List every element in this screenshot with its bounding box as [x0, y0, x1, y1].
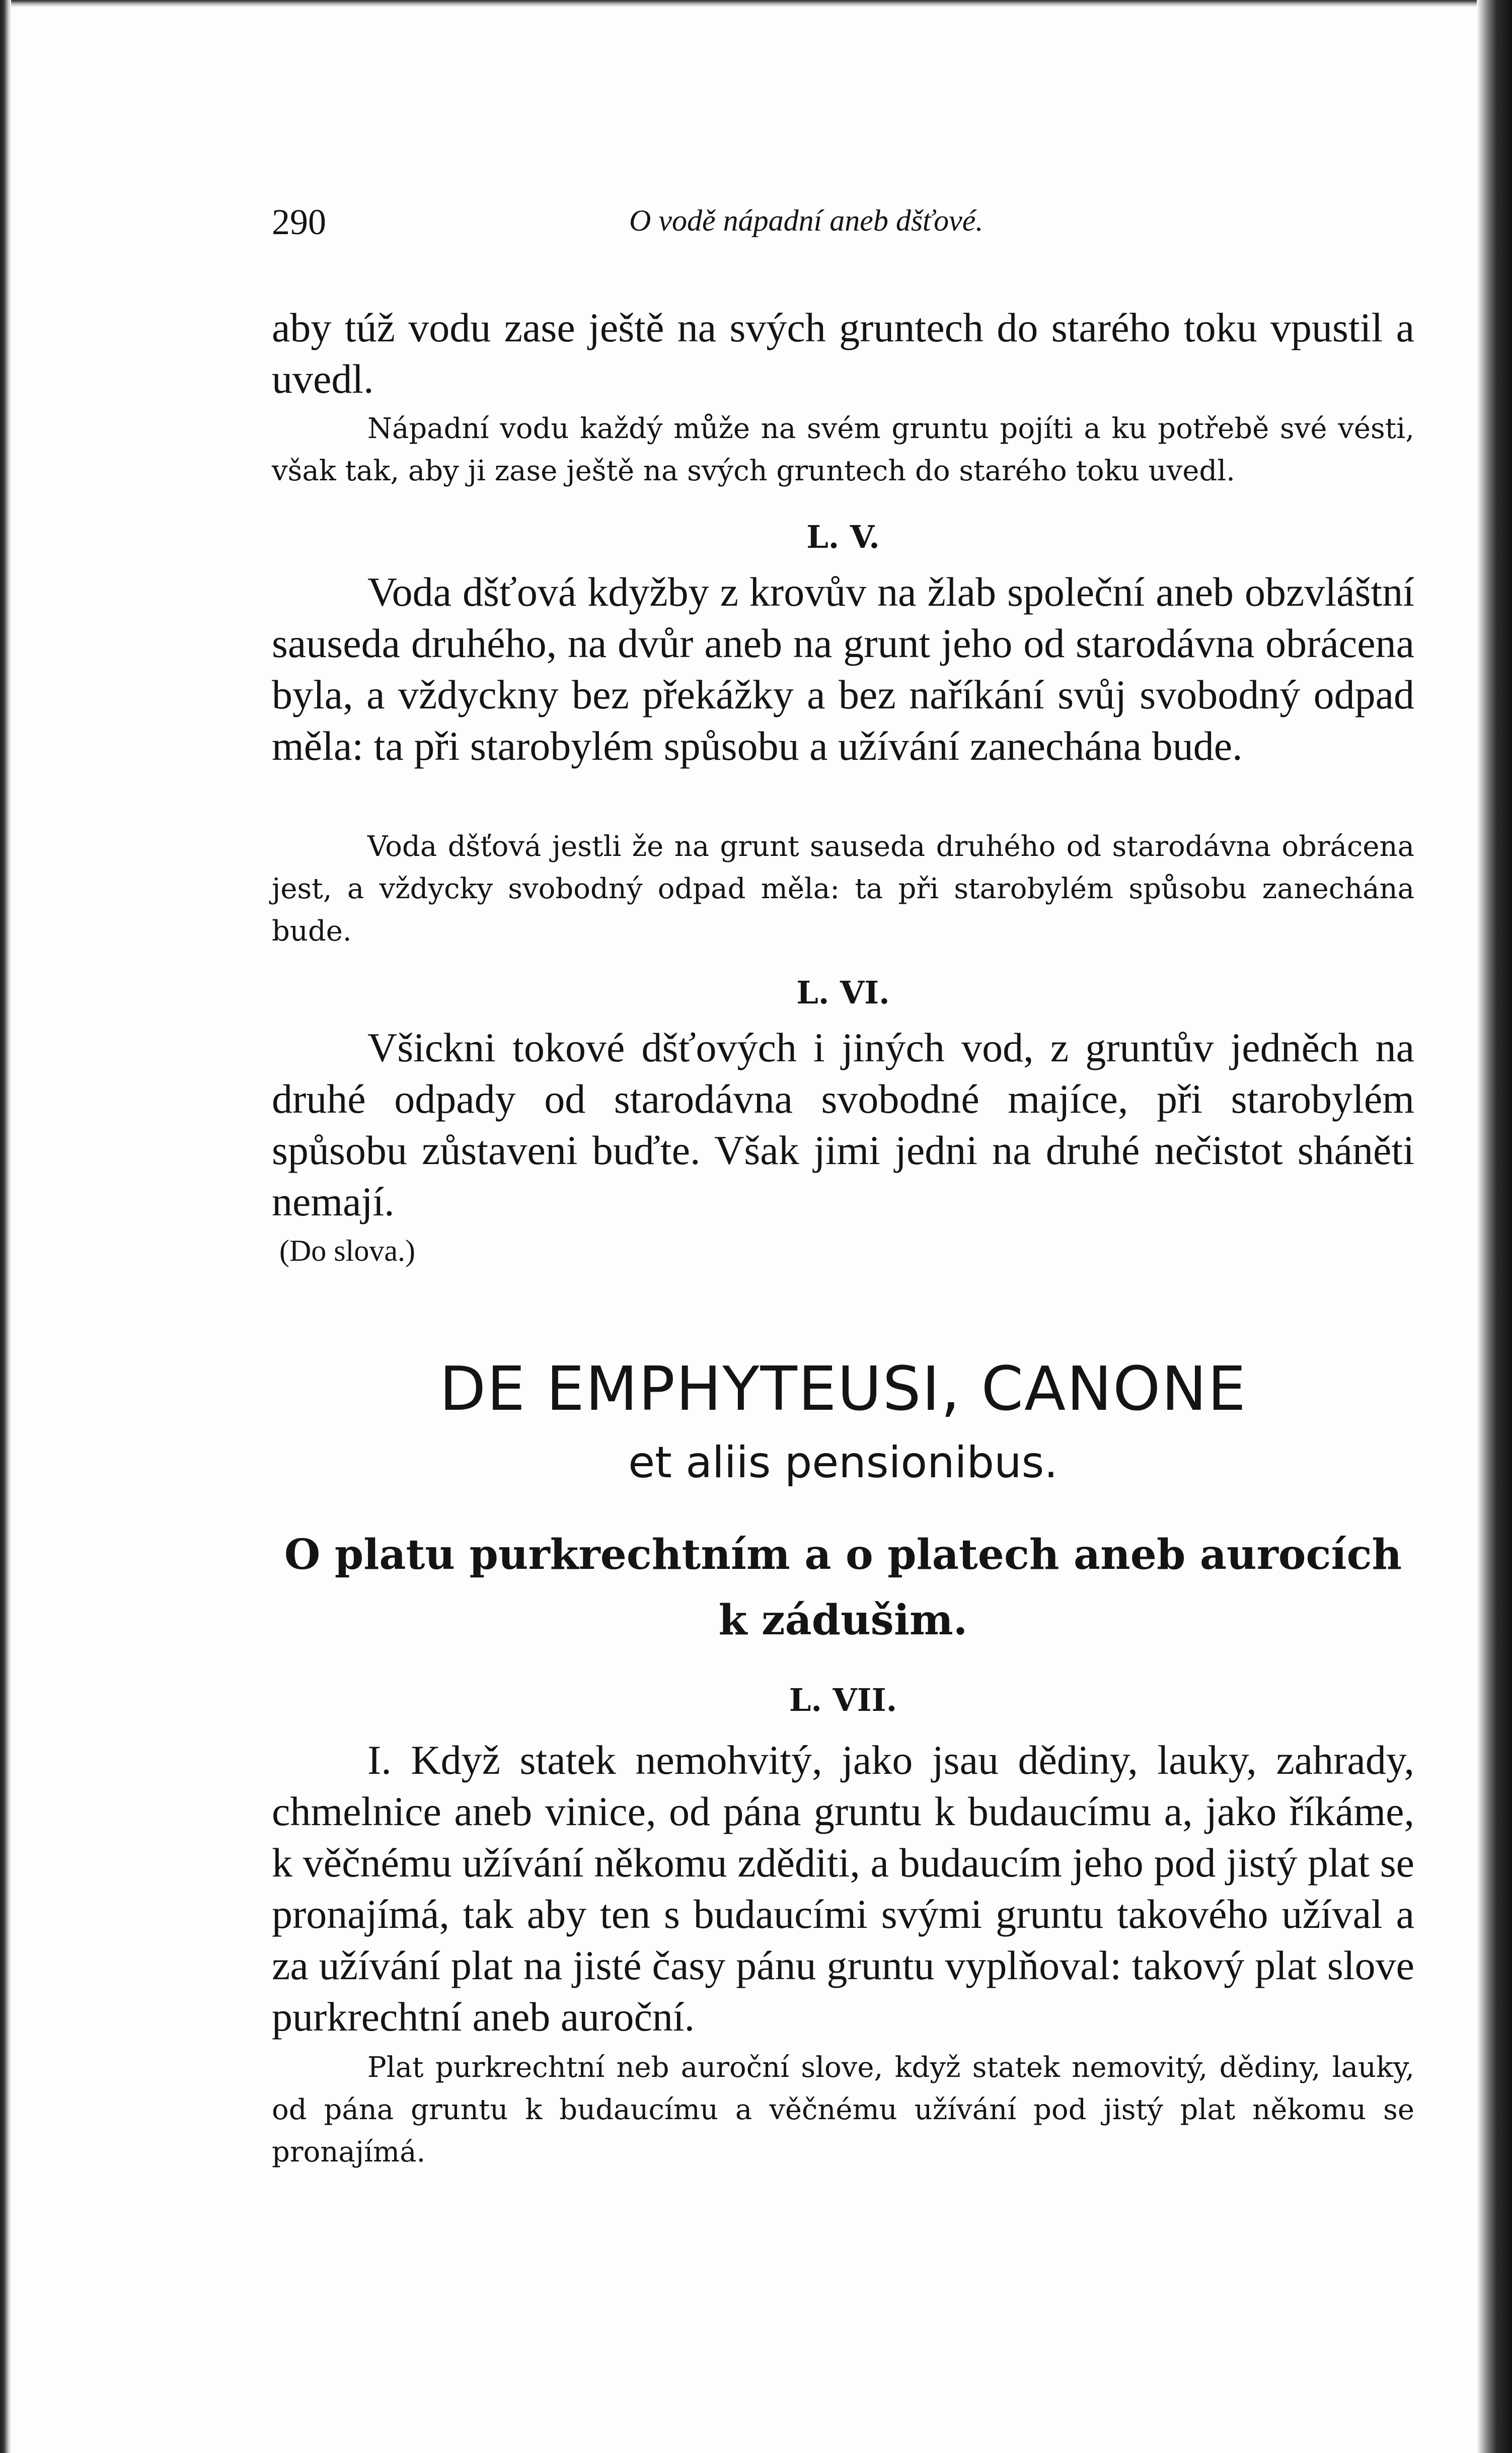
scan-edge-left: [0, 0, 11, 2453]
paragraph-v: Voda dšťová kdyžby z krovův na žlab společní aneb obzvláštní sauseda druhého, na dvůr aneb na grunt jeho od starodávna obrácena byla, a vždyckny bez překážky a bez naříkání svůj svobodný odpad měla: ta při starobylém spůsobu a užívání zanechána bude.: [272, 569, 1414, 769]
page-header: [272, 191, 1414, 252]
note-v: Voda dšťová jestli že na grunt sauseda druhého od starodávna obrácena jest, a vždycky svobodný odpad měla: ta při starobylém spůsobu zanechána bude.: [272, 830, 1414, 948]
paragraph-continuation: aby túž vodu zase ještě na svých gruntech do starého toku vpustil a uvedl.: [272, 305, 1414, 402]
note-vii: Plat purkrechtní neb auroční slove, když statek nemovitý, dědiny, lauky, od pána gruntu k budaucímu a věčnému užívání pod jistý plat někomu se pronajímá.: [272, 2051, 1414, 2169]
note-paragraph: Nápadní vodu každý může na svém gruntu pojíti a ku potřebě své vésti, však tak, aby ji zase ještě na svých gruntech do starého toku uvedl.: [272, 412, 1414, 487]
czech-title-line-2: k zádušim.: [718, 1596, 968, 1644]
page-number: 290: [272, 202, 326, 242]
scan-edge-right: [1477, 0, 1512, 2453]
czech-title-line-1: O platu purkrechtním a o platech aneb aurocích: [284, 1531, 1402, 1579]
section-heading-vi: L. VI.: [796, 974, 890, 1011]
running-title: O vodě nápadní aneb dšťové.: [629, 204, 984, 237]
section-heading-v: L. V.: [806, 519, 880, 555]
section-heading-vii: L. VII.: [789, 1682, 897, 1718]
main-title: DE EMPHYTEUSI, CANONE: [439, 1354, 1247, 1424]
paragraph-vii: I. Když statek nemohvitý, jako jsau dědiny, lauky, zahrady, chmelnice aneb vinice, od pána gruntu k budaucímu a, jako říkáme, k věčnému užívání někomu zděditi, a budaucím jeho pod jistý plat se pronajímá, tak aby ten s budaucími svými gruntu takového užíval a za užívání plat na jisté časy pánu gruntu vyplňoval: takový plat slove purkrechtní aneb auroční.: [272, 1737, 1414, 2040]
paragraph-vi: Všickni tokové dšťových i jiných vod, z gruntův jedněch na druhé odpady od starodávna svobodné majíce, při starobylém spůsobu zůstaveni buďte. Však jimi jedni na druhé nečistot sháněti nemají.: [272, 1025, 1414, 1224]
scan-edge-top: [0, 0, 1512, 7]
sub-title: et aliis pensionibus.: [628, 1437, 1058, 1488]
page-content: [272, 191, 1414, 252]
closing-note: (Do slova.): [279, 1234, 415, 1267]
